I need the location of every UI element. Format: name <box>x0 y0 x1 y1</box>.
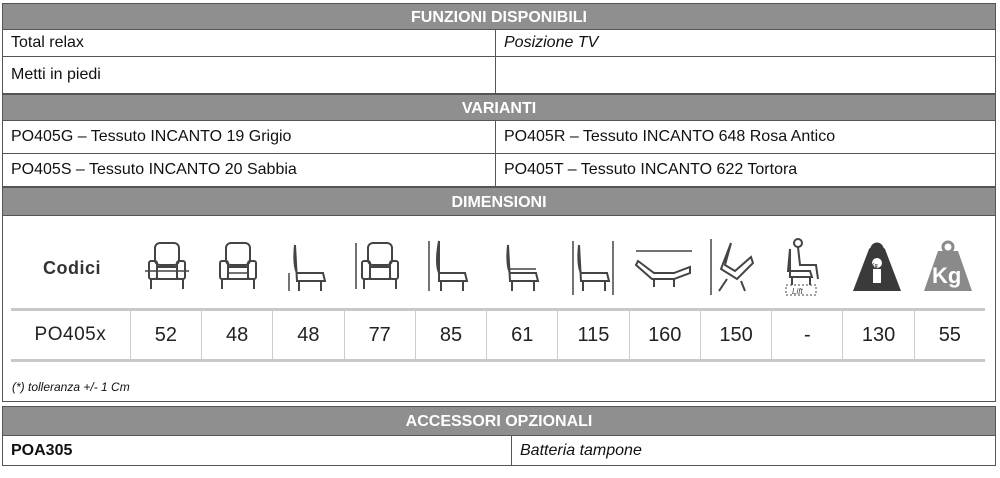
variant-cell: PO405G – Tessuto INCANTO 19 Grigio <box>3 121 496 153</box>
dimension-value: 52 <box>130 311 201 359</box>
weight-label: Kg <box>931 263 961 288</box>
accessori-header: ACCESSORI OPZIONALI <box>2 406 996 436</box>
funzioni-header: FUNZIONI DISPONIBILI <box>2 3 996 30</box>
funzioni-cell: Metti in piedi <box>3 57 496 93</box>
dimension-value: - <box>771 311 842 359</box>
variant-cell: PO405S – Tessuto INCANTO 20 Sabbia <box>3 154 496 186</box>
dimensioni-header: DIMENSIONI <box>2 187 996 216</box>
funzioni-cell: Total relax <box>3 30 496 56</box>
chair-side-height-icon <box>415 232 486 304</box>
tolerance-note: (*) tolleranza +/- 1 Cm <box>12 380 130 394</box>
varianti-row-2 <box>2 154 996 187</box>
dimension-value: 77 <box>344 311 415 359</box>
variant-cell: PO405T – Tessuto INCANTO 622 Tortora <box>504 161 798 178</box>
chair-reclined-length-icon <box>628 232 699 304</box>
dimension-values-row <box>11 308 985 362</box>
dimension-icons <box>131 232 983 304</box>
dimension-value: 150 <box>700 311 771 359</box>
svg-text:Kg: Kg <box>870 263 878 269</box>
chair-seat-depth-icon <box>486 232 557 304</box>
dimension-value: 48 <box>272 311 343 359</box>
chair-lift-icon <box>770 232 841 304</box>
dimension-value: 115 <box>557 311 628 359</box>
chair-front-height-icon <box>344 232 415 304</box>
accessory-code: POA305 <box>3 436 512 465</box>
varianti-row-1 <box>2 121 996 154</box>
dimensioni-panel <box>2 216 996 402</box>
dimension-value: 61 <box>486 311 557 359</box>
dimension-value: 85 <box>415 311 486 359</box>
chair-seat-width-icon <box>202 232 273 304</box>
funzioni-row-1 <box>2 30 996 57</box>
code-cell: PO405x <box>34 324 107 345</box>
funzioni-cell <box>496 57 995 93</box>
dimension-value: 55 <box>914 311 985 359</box>
dimension-value: 160 <box>629 311 700 359</box>
codici-label: Codici <box>43 258 102 278</box>
funzioni-cell: Posizione TV <box>504 34 599 51</box>
chair-lift-height-icon <box>699 232 770 304</box>
accessori-row <box>2 436 996 466</box>
max-load-weight-icon <box>841 232 912 304</box>
variant-cell: PO405R – Tessuto INCANTO 648 Rosa Antico <box>504 128 836 145</box>
dimension-value: 48 <box>201 311 272 359</box>
funzioni-row-2 <box>2 57 996 94</box>
accessory-description: Batteria tampone <box>520 442 642 459</box>
dimension-value: 130 <box>842 311 913 359</box>
lift-label: Lift <box>791 287 803 296</box>
chair-front-width-icon <box>131 232 202 304</box>
chair-side-depth-icon <box>557 232 628 304</box>
chair-seat-height-icon <box>273 232 344 304</box>
product-weight-icon <box>912 232 983 304</box>
varianti-header: VARIANTI <box>2 94 996 121</box>
